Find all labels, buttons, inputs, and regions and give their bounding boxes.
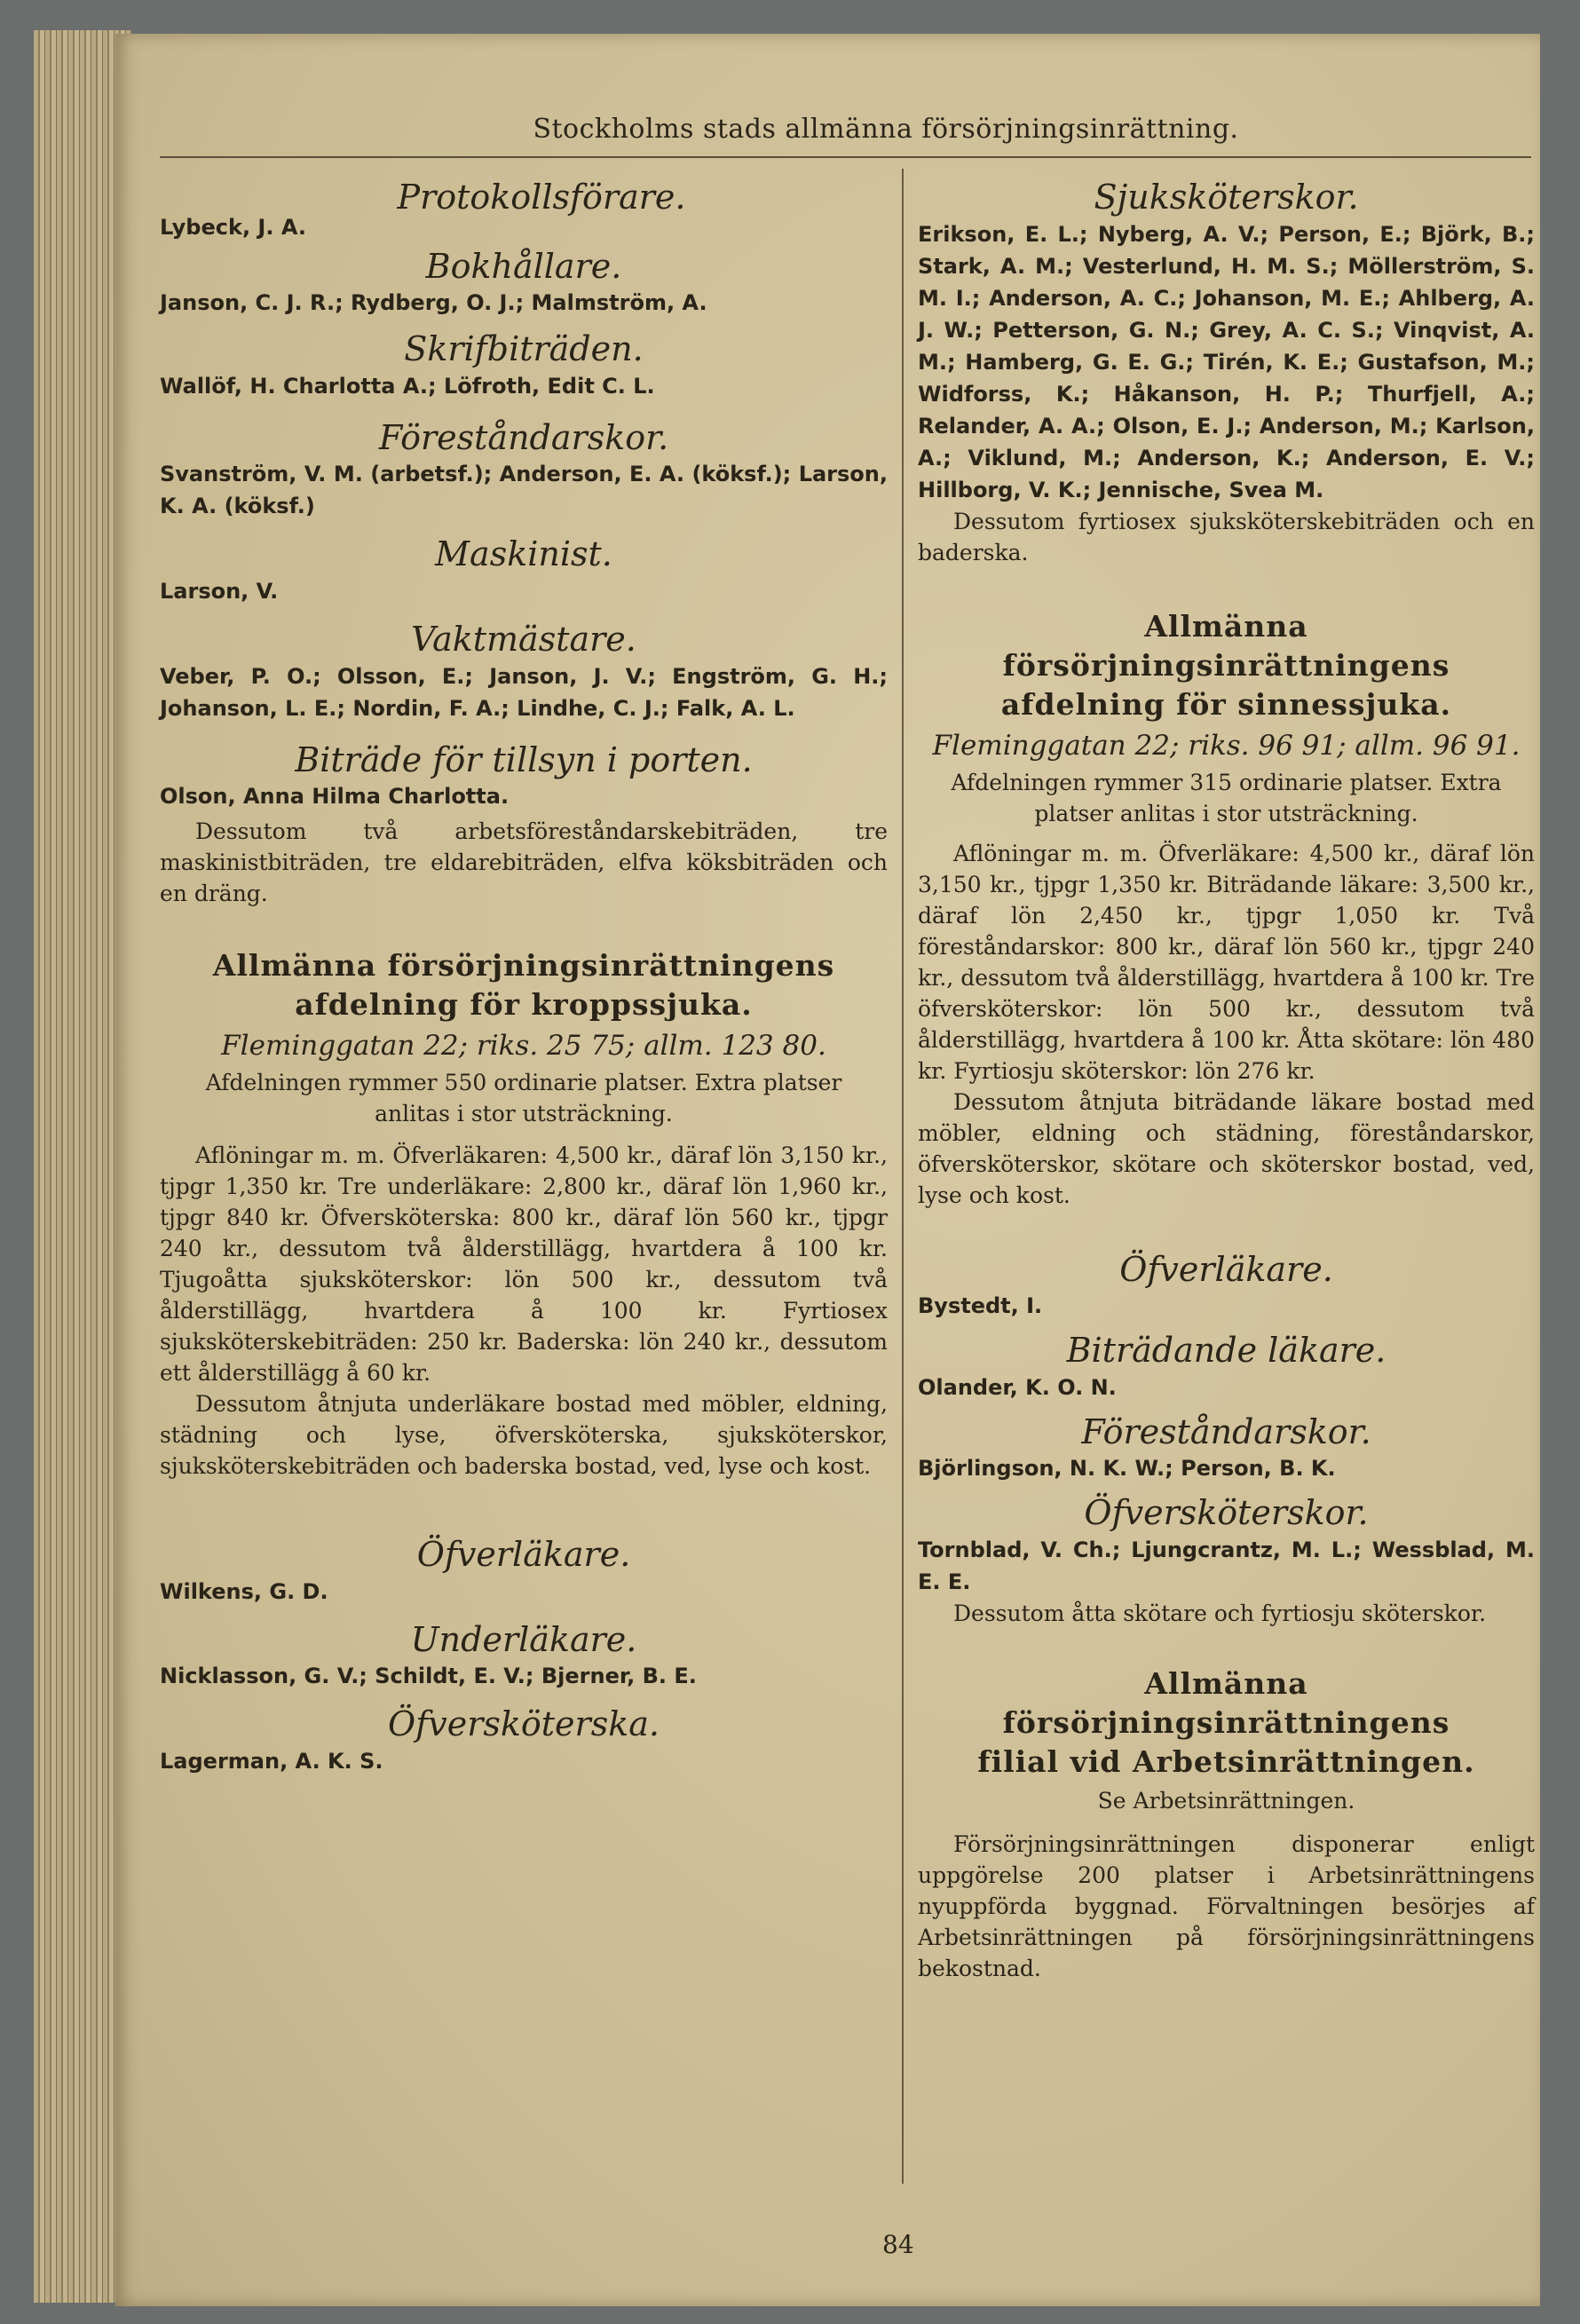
column-divider xyxy=(902,169,904,2184)
address-kroppssjuka: Fleminggatan 22; riks. 25 75; allm. 123 80. xyxy=(221,1030,826,1063)
capacity-sinnessjuka: Afdelningen rymmer 315 ordinarie platser. Extra platser anlitas i stor utsträckning. xyxy=(951,769,1502,826)
note-sjukskoterskor: Dessutom fyrtiosex sjuksköterskebiträden och en baderska. xyxy=(918,508,1535,565)
section-title-kroppssjuka-1: Allmänna försörjningsinrättningens xyxy=(212,948,835,984)
benefits-kroppssjuka: Dessutom åtnjuta underläkare bostad med möbler, eldning, städning och lyse, öfversköterska, sjuksköterskor, sjuksköterskebiträden och baderska bostad, ved, lyse och kost. xyxy=(160,1391,888,1480)
heading-bitrade-porten: Biträde för tillsyn i porten. xyxy=(295,739,753,779)
names-bokhallare: Janson, C. J. R.; Rydberg, O. J.; Malmström, A. xyxy=(160,290,707,316)
heading-underlakare: Underläkare. xyxy=(410,1619,637,1659)
names-protokollsforare: Lybeck, J. A. xyxy=(160,214,306,240)
section-title-filial-2: filial vid Arbetsinrättningen. xyxy=(977,1743,1475,1779)
note-ofverskoterskor: Dessutom åtta skötare och fyrtiosju sköterskor. xyxy=(953,1600,1487,1626)
filial-text: Försörjningsinrättningen disponerar enligt uppgörelse 200 platser i Arbetsinrättningens nyuppförda byggnad. Förvaltningen besörjes af Arbetsinrättningen på försörjningsinrättningens bekostnad. xyxy=(918,1830,1535,1981)
heading-bitradande-lakare: Biträdande läkare. xyxy=(1066,1331,1386,1371)
right-column xyxy=(918,178,1535,1984)
names-ofverskoterska: Lagerman, A. K. S. xyxy=(160,1748,383,1774)
heading-ofverskoterskor: Öfversköterskor. xyxy=(1084,1493,1369,1533)
section-title-kroppssjuka-2: afdelning för kroppssjuka. xyxy=(295,987,753,1023)
salaries-kroppssjuka: Aflöningar m. m. Öfverläkaren: 4,500 kr., däraf lön 3,150 kr., tjpgr 1,350 kr. Tre underläkare: 2,800 kr., däraf lön 1,960 kr., tjpgr 840 kr. Öfversköterska: 800 kr., däraf lön 560 kr., tjpgr 240 kr., dessutom två ålderstillägg, hvartdera å 100 kr. Tjugoåtta sjuksköterskor: lön 500 kr., dessutom två ålderstillägg, hvartdera å 100 kr. Fyrtiosex sjuksköterskebiträden: 250 kr. Baderska: lön 240 kr., dessutom ett ålderstillägg å 60 kr. xyxy=(160,1142,888,1387)
heading-forestandarskor-sinn: Föreståndarskor. xyxy=(1081,1411,1371,1451)
heading-ofverskoterska: Öfversköterska. xyxy=(388,1704,660,1744)
heading-maskinist: Maskinist. xyxy=(435,534,612,574)
header-rule xyxy=(160,156,1531,158)
names-sjukskoterskor: Erikson, E. L.; Nyberg, A. V.; Person, E.; Björk, B.; Stark, A. M.; Vesterlund, H. M. S.; Möllerström, S. M. I.; Anderson, A. C.; Johanson, M. E.; Ahlberg, A. J. W.; Petterson, G. N.; Grey, A. C. S.; Vinqvist, A. M.; Hamberg, G. E. G.; Tirén, K. E.; Gustafson, M.; Widforss, K.; Håkanson, H. P.; Thurfjell, A.; Relander, A. A.; Olson, E. J.; Anderson, M.; Karlson, A.; Viklund, M.; Anderson, K.; Anderson, E. V.; Hillborg, V. K.; Jennische, Svea M. xyxy=(918,221,1535,502)
names-vaktmastare: Veber, P. O.; Olsson, E.; Janson, J. V.; Engström, G. H.; Johanson, L. E.; Nordin, F. A.; Lindhe, C. J.; Falk, A. L. xyxy=(160,663,888,721)
heading-sjukskoterskor: Sjuksköterskor. xyxy=(1094,178,1359,217)
names-ofverlakare-kropp: Wilkens, G. D. xyxy=(160,1578,328,1604)
names-bitradande-lakare: Olander, K. O. N. xyxy=(918,1374,1117,1400)
heading-ofverlakare-kropp: Öfverläkare. xyxy=(416,1535,631,1575)
section-title-sinnessjuka-2: afdelning för sinnessjuka. xyxy=(1000,686,1452,722)
names-bitrade-porten: Olson, Anna Hilma Charlotta. xyxy=(160,784,510,810)
names-underlakare: Nicklasson, G. V.; Schildt, E. V.; Bjerner, B. E. xyxy=(160,1664,697,1689)
heading-protokollsforare: Protokollsförare. xyxy=(397,178,686,217)
left-column xyxy=(160,178,888,1777)
heading-vaktmastare: Vaktmästare. xyxy=(411,619,636,659)
section-title-filial-1: Allmänna försörjningsinrättningens xyxy=(1002,1665,1450,1740)
heading-forestandarskor: Föreståndarskor. xyxy=(378,417,669,457)
names-ofverlakare-sinn: Bystedt, I. xyxy=(918,1293,1043,1319)
filial-reference: Se Arbetsinrättningen. xyxy=(1097,1787,1355,1814)
capacity-kroppssjuka: Afdelningen rymmer 550 ordinarie platser. Extra platser anlitas i stor utsträckning. xyxy=(205,1070,842,1127)
names-skrifbitraden: Wallöf, H. Charlotta A.; Löfroth, Edit C. L. xyxy=(160,373,655,399)
address-sinnessjuka: Fleminggatan 22; riks. 96 91; allm. 96 91. xyxy=(932,729,1521,762)
heading-skrifbitraden: Skrifbiträden. xyxy=(404,329,644,369)
names-forestandarskor: Svanström, V. M. (arbetsf.); Anderson, E. A. (köksf.); Larson, K. A. (köksf.) xyxy=(160,462,888,519)
section-title-sinnessjuka-1: Allmänna försörjningsinrättningens xyxy=(1002,608,1450,683)
note-bitrade-porten: Dessutom två arbetsföreståndarskebiträden, tre maskinistbiträden, tre eldarebiträden, elfva köksbiträden och en dräng. xyxy=(160,818,888,907)
names-maskinist: Larson, V. xyxy=(160,578,279,604)
names-ofverskoterskor: Tornblad, V. Ch.; Ljungcrantz, M. L.; Wessblad, M. E. E. xyxy=(918,1537,1535,1594)
heading-ofverlakare-sinn: Öfverläkare. xyxy=(1119,1249,1333,1289)
running-head: Stockholms stads allmänna försörjningsinrättning. xyxy=(533,114,1239,145)
names-forestandarskor-sinn: Björlingson, N. K. W.; Person, B. K. xyxy=(918,1456,1336,1482)
benefits-sinnessjuka: Dessutom åtnjuta biträdande läkare bostad med möbler, eldning och städning, föreståndarskor, öfversköterskor, skötare och sköterskor bostad, ved, lyse och kost. xyxy=(918,1088,1535,1208)
page-number: 84 xyxy=(882,2230,914,2259)
salaries-sinnessjuka: Aflöningar m. m. Öfverläkare: 4,500 kr., däraf lön 3,150 kr., tjpgr 1,350 kr. Biträdande läkare: 3,500 kr., däraf lön 2,450 kr., tjpgr 1,050 kr. Två föreståndarskor: 800 kr., däraf lön 560 kr., tjpgr 240 kr., dessutom två ålderstillägg, hvartdera å 100 kr. Tre öfversköterskor: lön 500 kr., dessutom två ålderstillägg, hvartdera å 100 kr. Åtta skötare: lön 480 kr. Fyrtiosju sköterskor: lön 276 kr. xyxy=(918,840,1535,1084)
heading-bokhallare: Bokhållare. xyxy=(425,246,622,286)
